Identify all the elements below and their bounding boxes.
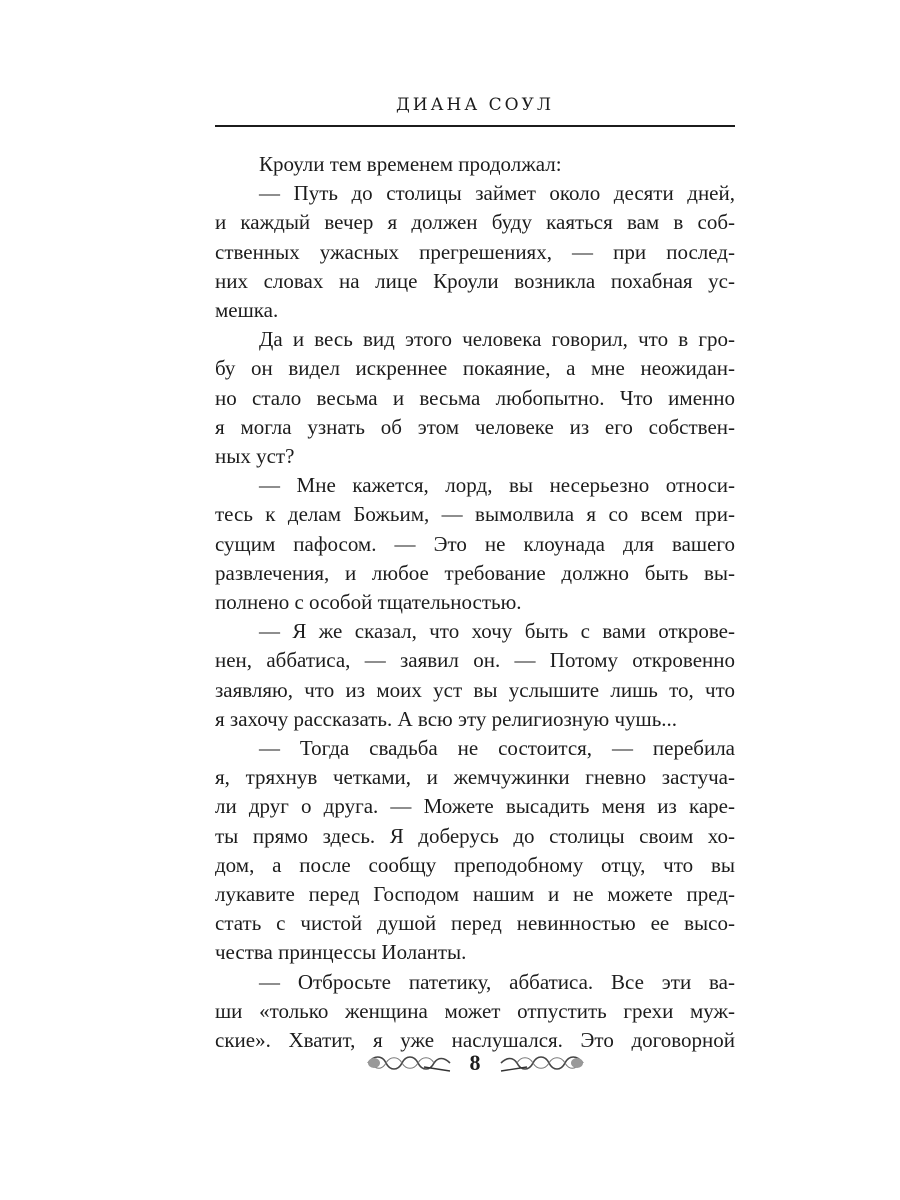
paragraph	[215, 734, 735, 968]
text-line: мешка.	[215, 298, 279, 323]
paragraph	[215, 617, 735, 734]
text-line: и каждый вечер я должен буду каяться вам в соб-	[215, 210, 735, 235]
running-head: ДИАНА СОУЛ	[395, 95, 555, 115]
text-line: развлечения, и любое требование должно быть вы-	[215, 560, 735, 585]
text-line: Да и весь вид этого человека говорил, что в гро-	[259, 327, 735, 352]
text-line: но стало весьма и весьма любопытно. Что именно	[215, 385, 735, 410]
paragraph	[215, 150, 735, 179]
text-line: полнено с особой тщательностью.	[215, 590, 522, 615]
paragraph	[215, 325, 735, 471]
text-line: я могла узнать об этом человеке из его собствен-	[215, 414, 735, 439]
text-line: дом, а после сообщу преподобному отцу, что вы	[215, 852, 735, 877]
paragraph	[215, 179, 735, 325]
text-line: Кроули тем временем продолжал:	[259, 152, 562, 176]
text-line: ты прямо здесь. Я доберусь до столицы своим хо-	[215, 823, 735, 848]
text-line: ственных ужасных прегрешениях, — при послед-	[215, 239, 735, 264]
text-line: я, тряхнув четками, и жемчужинки гневно застуча-	[215, 765, 735, 790]
text-line: ские». Хватит, я уже наслушался. Это договорной	[215, 1028, 735, 1053]
text-line: лукавите перед Господом нашим и не можете пред-	[215, 882, 735, 907]
body-text	[215, 150, 735, 1055]
text-line: ных уст?	[215, 444, 295, 469]
text-line: — Мне кажется, лорд, вы несерьезно относи-	[259, 473, 735, 498]
text-line: тесь к делам Божьим, — вымолвила я со всем при-	[215, 502, 735, 527]
text-line: — Путь до столицы займет около десяти дней,	[259, 181, 735, 206]
text-line: стать с чистой душой перед невинностью ее высо-	[215, 911, 735, 936]
paragraph	[215, 471, 735, 617]
text-line: бу он видел искреннее покаяние, а мне неожидан-	[215, 356, 735, 381]
text-line: я захочу рассказать. А всю эту религиозную чушь...	[215, 706, 678, 731]
folio	[360, 1046, 590, 1080]
text-line: — Тогда свадьба не состоится, — перебила	[259, 736, 735, 761]
text-line: — Отбросьте патетику, аббатиса. Все эти ва-	[259, 969, 735, 994]
text-line: ли друг о друга. — Можете высадить меня из каре-	[215, 794, 735, 819]
paragraph	[215, 968, 735, 1056]
text-line: сущим пафосом. — Это не клоунада для вашего	[215, 531, 735, 556]
text-line: них словах на лице Кроули возникла похабная ус-	[215, 268, 735, 293]
text-line: чества принцессы Иоланты.	[215, 940, 467, 965]
page-number: 8	[469, 1050, 481, 1075]
text-line: нен, аббатиса, — заявил он. — Потому откровенно	[215, 648, 735, 673]
text-line: — Я же сказал, что хочу быть с вами открове-	[259, 619, 735, 644]
ornament-right-icon	[497, 1051, 587, 1075]
text-line: заявляю, что из моих уст вы услышите лишь то, что	[215, 677, 735, 702]
header-rule	[215, 125, 735, 127]
text-line: ши «только женщина может отпустить грехи муж-	[215, 998, 735, 1023]
ornament-left-icon	[364, 1051, 454, 1075]
